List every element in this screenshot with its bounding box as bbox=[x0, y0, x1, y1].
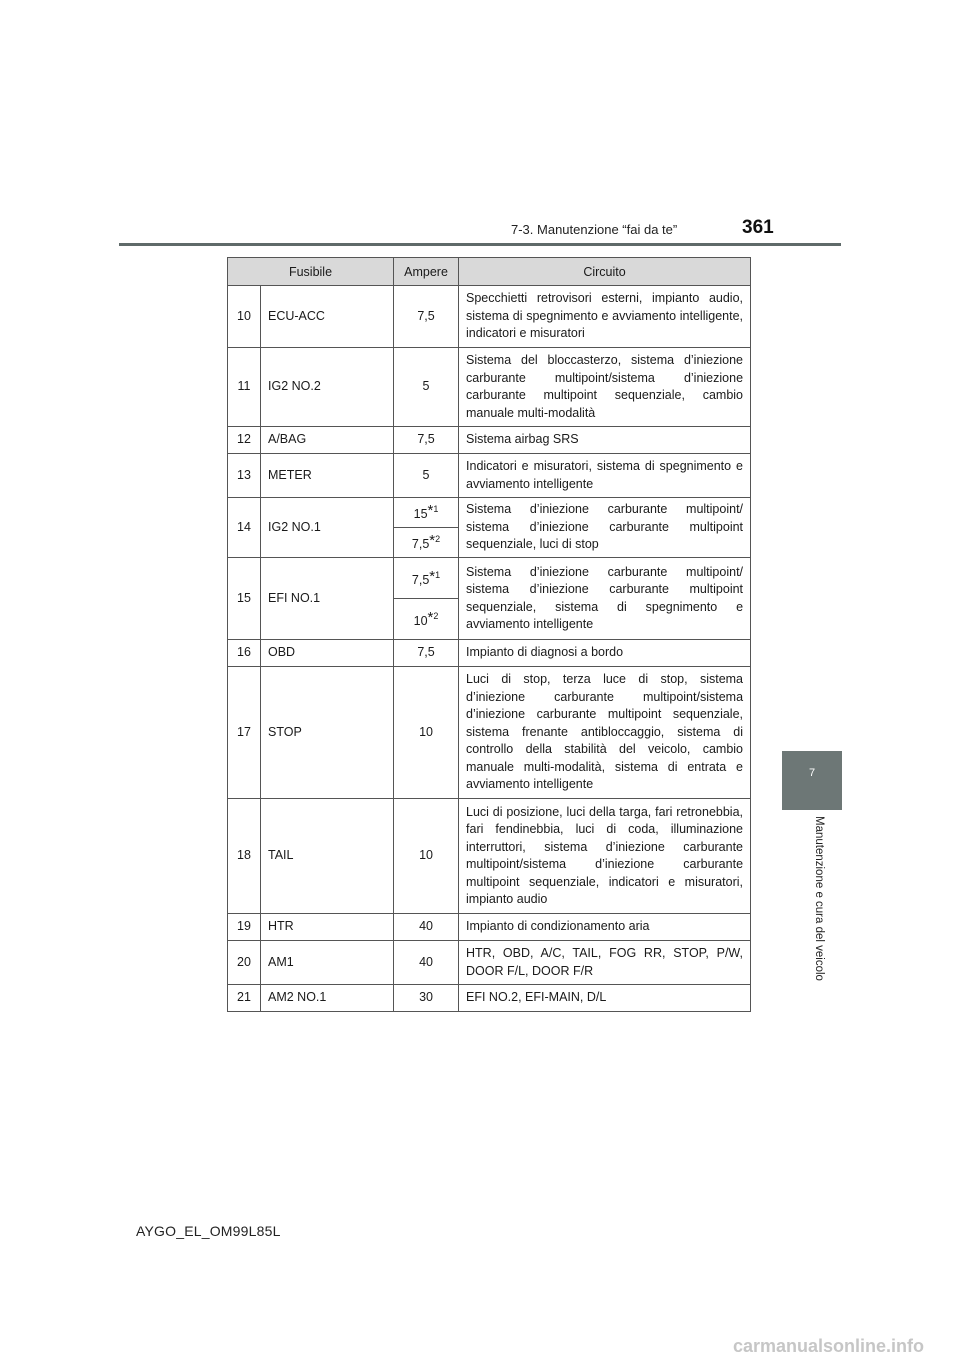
fuse-ampere bbox=[394, 599, 459, 640]
fuse-table bbox=[227, 257, 751, 1012]
fuse-ampere bbox=[394, 528, 459, 558]
fuse-name: HTR bbox=[261, 914, 394, 941]
fuse-circuit: EFI NO.2, EFI-MAIN, D/L bbox=[459, 985, 751, 1012]
fuse-ampere: 40 bbox=[394, 941, 459, 985]
footnote-number: 2 bbox=[433, 610, 439, 621]
fuse-name: TAIL bbox=[261, 799, 394, 914]
ampere-value: 7,5 bbox=[411, 537, 430, 552]
table-row bbox=[228, 454, 751, 498]
header-divider bbox=[119, 243, 841, 246]
fuse-number: 13 bbox=[228, 454, 261, 498]
fuse-name: METER bbox=[261, 454, 394, 498]
fuse-name: EFI NO.1 bbox=[261, 558, 394, 640]
fuse-ampere: 10 bbox=[394, 799, 459, 914]
table-row bbox=[228, 985, 751, 1012]
table-header-row bbox=[228, 258, 751, 286]
fuse-ampere: 40 bbox=[394, 914, 459, 941]
fuse-number: 12 bbox=[228, 427, 261, 454]
fuse-number: 15 bbox=[228, 558, 261, 640]
watermark: carmanualsonline.info bbox=[733, 1336, 925, 1356]
ampere-value: 15 bbox=[413, 507, 428, 522]
footnote-star-icon: * bbox=[429, 532, 436, 550]
fuse-circuit: Sistema del bloccasterzo, sistema d’iniezione carburante multipoint/sistema d’iniezione carburante multipoint sequenziale, cambio manuale multi-modalità bbox=[459, 348, 751, 427]
fuse-ampere: 10 bbox=[394, 667, 459, 799]
fuse-circuit: HTR, OBD, A/C, TAIL, FOG RR, STOP, P/W, DOOR F/L, DOOR F/R bbox=[459, 941, 751, 985]
page-number: 361 bbox=[742, 217, 774, 238]
table-row bbox=[228, 640, 751, 667]
col-header-ampere: Ampere bbox=[394, 258, 459, 286]
fuse-ampere: 30 bbox=[394, 985, 459, 1012]
fuse-number: 19 bbox=[228, 914, 261, 941]
chapter-label: Manutenzione e cura del veicolo bbox=[813, 816, 825, 981]
fuse-ampere: 7,5 bbox=[394, 427, 459, 454]
fuse-name: STOP bbox=[261, 667, 394, 799]
fuse-circuit: Specchietti retrovisori esterni, impianto audio, sistema di spegnimento e avviamento intelligente, indicatori e misuratori bbox=[459, 286, 751, 348]
table-row bbox=[228, 799, 751, 914]
table-row bbox=[228, 914, 751, 941]
fuse-ampere bbox=[394, 498, 459, 528]
fuse-number: 17 bbox=[228, 667, 261, 799]
footnote-star-icon: * bbox=[427, 608, 434, 626]
ampere-value: 10 bbox=[413, 613, 428, 628]
fuse-name: IG2 NO.1 bbox=[261, 498, 394, 558]
fuse-ampere: 5 bbox=[394, 348, 459, 427]
col-header-circuit: Circuito bbox=[459, 258, 751, 286]
document-code: AYGO_EL_OM99L85L bbox=[136, 1223, 281, 1239]
fuse-ampere bbox=[394, 558, 459, 599]
footnote-star-icon: * bbox=[429, 567, 436, 585]
fuse-number: 10 bbox=[228, 286, 261, 348]
footnote-number: 1 bbox=[435, 569, 441, 580]
fuse-number: 14 bbox=[228, 498, 261, 558]
fuse-circuit: Indicatori e misuratori, sistema di spegnimento e avviamento intelligente bbox=[459, 454, 751, 498]
ampere-value: 7,5 bbox=[411, 572, 430, 587]
table-row bbox=[228, 427, 751, 454]
table-row bbox=[228, 558, 751, 599]
table-row bbox=[228, 498, 751, 528]
footnote-star-icon: * bbox=[427, 502, 434, 520]
fuse-circuit: Sistema airbag SRS bbox=[459, 427, 751, 454]
fuse-ampere: 5 bbox=[394, 454, 459, 498]
fuse-number: 21 bbox=[228, 985, 261, 1012]
fuse-circuit: Sistema d’iniezione carburante multipoint/ sistema d’iniezione carburante multipoint sequenziale, sistema di spegnimento e avviamento intelligente bbox=[459, 558, 751, 640]
section-title: 7-3. Manutenzione “fai da te” bbox=[511, 222, 678, 237]
footnote-number: 1 bbox=[433, 504, 439, 515]
table-row bbox=[228, 941, 751, 985]
footnote-number: 2 bbox=[435, 534, 441, 545]
fuse-circuit: Luci di stop, terza luce di stop, sistema d’iniezione carburante multipoint/sistema d’iniezione carburante multipoint sequenziale, sistema frenante antibloccaggio, sistema di controllo della stabilità del veicolo, cambio manuale multi-modalità, sistema di entrata e avviamento intelligente bbox=[459, 667, 751, 799]
chapter-tab-number: 7 bbox=[808, 767, 816, 779]
col-header-fuse: Fusibile bbox=[228, 258, 394, 286]
fuse-name: A/BAG bbox=[261, 427, 394, 454]
fuse-ampere: 7,5 bbox=[394, 640, 459, 667]
fuse-circuit: Luci di posizione, luci della targa, fari retronebbia, fari fendinebbia, luci di coda, illuminazione interruttori, sistema d’iniezione carburante multipoint/sistema d’iniezione carburante multipoint sequenziale, indicatori e misuratori, impianto audio bbox=[459, 799, 751, 914]
fuse-name: OBD bbox=[261, 640, 394, 667]
table-row bbox=[228, 667, 751, 799]
fuse-number: 11 bbox=[228, 348, 261, 427]
fuse-name: ECU-ACC bbox=[261, 286, 394, 348]
fuse-number: 20 bbox=[228, 941, 261, 985]
fuse-number: 16 bbox=[228, 640, 261, 667]
fuse-name: AM1 bbox=[261, 941, 394, 985]
fuse-name: AM2 NO.1 bbox=[261, 985, 394, 1012]
table-row bbox=[228, 348, 751, 427]
fuse-circuit: Impianto di diagnosi a bordo bbox=[459, 640, 751, 667]
table-row bbox=[228, 286, 751, 348]
fuse-name: IG2 NO.2 bbox=[261, 348, 394, 427]
fuse-ampere: 7,5 bbox=[394, 286, 459, 348]
fuse-circuit: Impianto di condizionamento aria bbox=[459, 914, 751, 941]
fuse-number: 18 bbox=[228, 799, 261, 914]
chapter-tab[interactable] bbox=[782, 751, 842, 810]
fuse-circuit: Sistema d’iniezione carburante multipoint/ sistema d’iniezione carburante multipoint sequenziale, luci di stop bbox=[459, 498, 751, 558]
